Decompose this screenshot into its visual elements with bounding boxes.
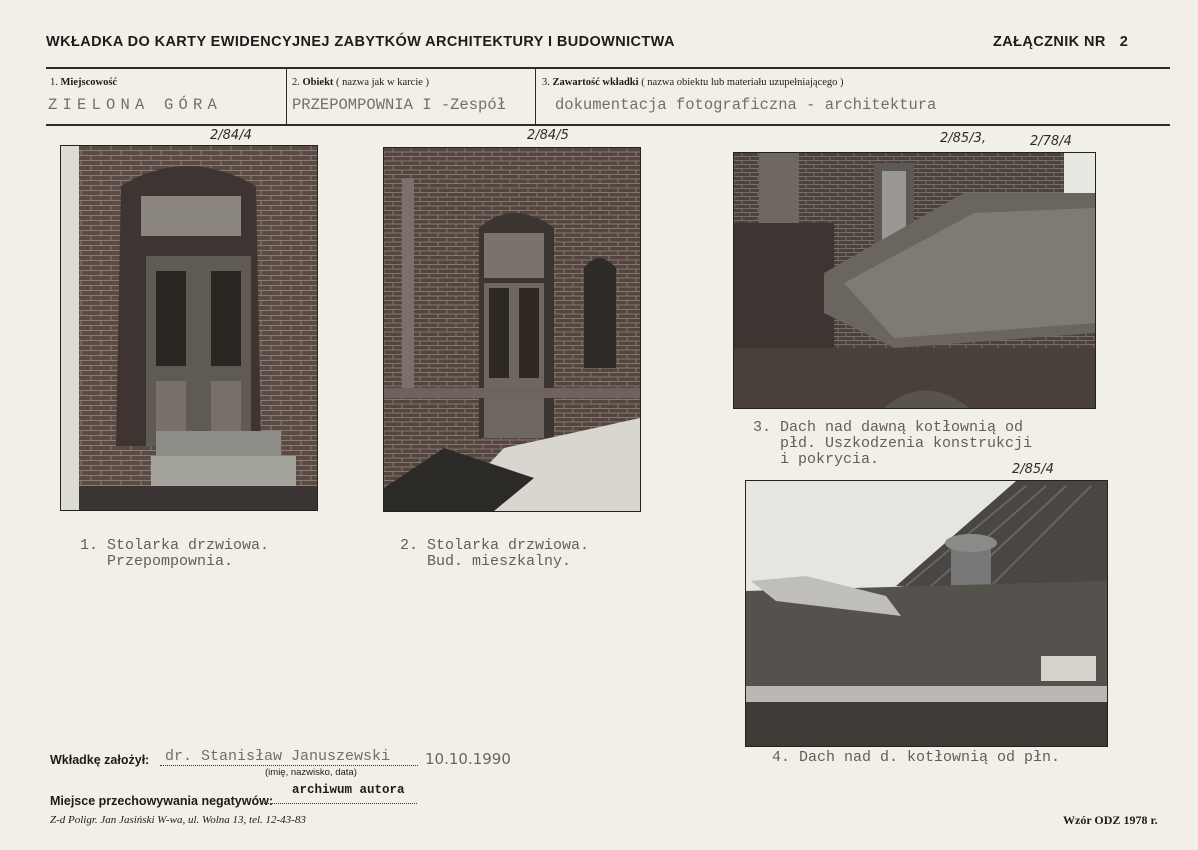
place-field-label-text: Miejscowość bbox=[60, 77, 118, 88]
photo-4-roof bbox=[745, 480, 1108, 747]
object-value: PRZEPOMPOWNIA I -Zespół bbox=[292, 96, 506, 114]
object-field-label-text: Obiekt bbox=[302, 77, 334, 88]
printer-info: Z-d Poligr. Jan Jasiński W-wa, ul. Wolna 13, tel. 12-43-83 bbox=[50, 814, 306, 826]
field-divider-1 bbox=[286, 68, 287, 124]
photo-3-caption: 3. Dach nad dawną kotłownią od płd. Uszkodzenia konstrukcji i pokrycia. bbox=[753, 419, 1033, 468]
founder-value: dr. Stanisław Januszewski bbox=[165, 748, 391, 765]
photo-1-image bbox=[61, 146, 317, 510]
founder-label: Wkładkę założył: bbox=[50, 753, 150, 767]
header-top-rule bbox=[46, 67, 1170, 69]
object-field-label bbox=[292, 77, 429, 88]
photo-4-negative-number: 2/85/4 bbox=[1012, 462, 1054, 477]
field-divider-2 bbox=[535, 68, 536, 124]
photo-2-image bbox=[384, 148, 640, 511]
annex-label-text: ZAŁĄCZNIK NR bbox=[993, 34, 1106, 50]
form-model: Wzór ODZ 1978 r. bbox=[1063, 813, 1158, 827]
place-field-number: 1. bbox=[50, 77, 58, 88]
photo-4-image bbox=[746, 481, 1107, 746]
photo-2-negative-number: 2/84/5 bbox=[527, 128, 569, 143]
storage-label: Miejsce przechowywania negatywów: bbox=[50, 794, 273, 808]
photo-1-door bbox=[60, 145, 318, 511]
photo-4-caption: 4. Dach nad d. kotłownią od płn. bbox=[772, 749, 1061, 766]
place-value: ZIELONA GÓRA bbox=[48, 96, 223, 114]
photo-3-roof bbox=[733, 152, 1096, 409]
annex-number: 2 bbox=[1119, 34, 1129, 50]
place-field-label bbox=[50, 77, 117, 88]
content-field-number: 3. bbox=[542, 77, 550, 88]
photo-2-caption: 2. Stolarka drzwiowa. Bud. mieszkalny. bbox=[400, 537, 590, 570]
photo-3-negative-number-2: 2/78/4 bbox=[1030, 134, 1072, 149]
storage-value: archiwum autora bbox=[292, 783, 405, 797]
founder-dotted-line bbox=[160, 765, 418, 766]
founder-date: 10.10.1990 bbox=[425, 750, 511, 768]
photo-3-negative-number: 2/85/3, bbox=[940, 131, 986, 146]
header-bottom-rule bbox=[46, 124, 1170, 126]
content-value: dokumentacja fotograficzna - architektura bbox=[555, 96, 937, 114]
object-field-number: 2. bbox=[292, 77, 300, 88]
content-field-label bbox=[542, 77, 844, 88]
photo-1-negative-number: 2/84/4 bbox=[210, 128, 252, 143]
photo-1-caption: 1. Stolarka drzwiowa. Przepompownia. bbox=[80, 537, 270, 570]
object-field-hint: ( nazwa jak w karcie ) bbox=[336, 77, 430, 88]
storage-dotted-line bbox=[262, 803, 417, 804]
content-field-label-text: Zawartość wkładki bbox=[552, 77, 639, 88]
document-title: WKŁADKA DO KARTY EWIDENCYJNEJ ZABYTKÓW ARCHITEKTURY I BUDOWNICTWA bbox=[46, 34, 675, 50]
photo-3-image bbox=[734, 153, 1095, 408]
content-field-hint: ( nazwa obiektu lub materiału uzupełniającego ) bbox=[641, 77, 844, 88]
annex-label bbox=[993, 34, 1128, 50]
founder-hint: (imię, nazwisko, data) bbox=[265, 767, 357, 778]
photo-2-facade bbox=[383, 147, 641, 512]
